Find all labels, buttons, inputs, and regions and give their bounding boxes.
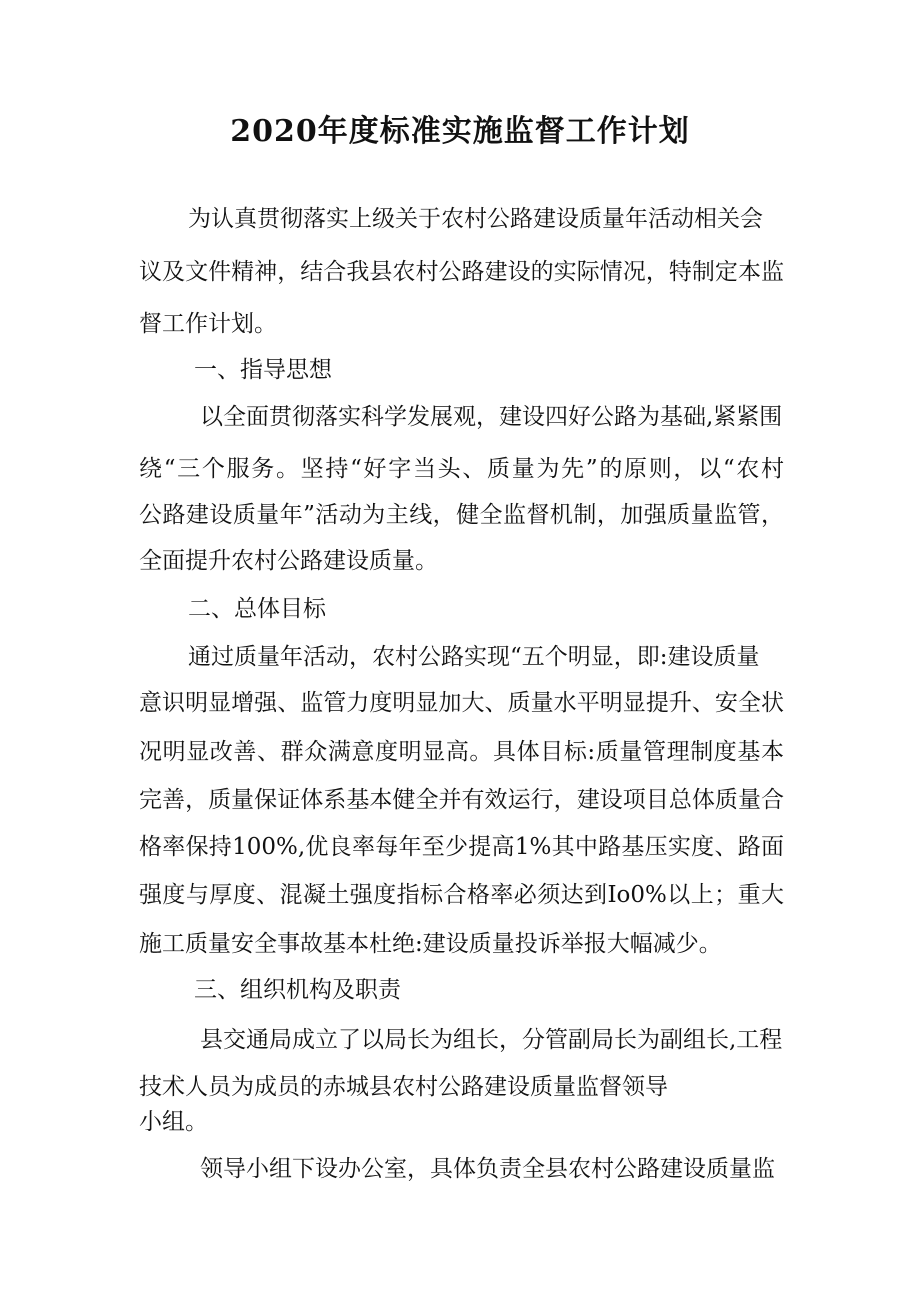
paragraph-line: 况明显改善、群众满意度明显高。具体目标:质量管理制度基本 (139, 739, 784, 765)
paragraph-line: 绕“三个服务。坚持“好字当头、质量为先”的原则，以“农村 (139, 456, 784, 482)
section-heading: 三、组织机构及职责 (194, 977, 401, 1003)
paragraph-line: 完善，质量保证体系基本健全并有效运行，建设项目总体质量合 (139, 787, 784, 813)
paragraph-line: 意识明显增强、监管力度明显加大、质量水平明显提升、安全状 (139, 690, 784, 716)
paragraph-line: 格率保持100%,优良率每年至少提高1%其中路基压实度、路面 (139, 834, 784, 860)
paragraph-line: 全面提升农村公路建设质量。 (139, 548, 438, 574)
paragraph-line: 强度与厚度、混凝土强度指标合格率必须达到Io0%以上；重大 (139, 882, 784, 908)
document-title: 2020年度标准实施监督工作计划 (230, 114, 690, 149)
section-heading: 一、指导思想 (194, 357, 332, 383)
paragraph-line: 技术人员为成员的赤城县农村公路建设质量监督领导 (139, 1074, 668, 1100)
paragraph-line: 施工质量安全事故基本杜绝:建设质量投诉举报大幅减少。 (139, 931, 722, 957)
paragraph-line: 领导小组下设办公室，具体负责全县农村公路建设质量监 (200, 1156, 775, 1182)
paragraph-line: 通过质量年活动，农村公路实现“五个明显，即:建设质量 (188, 644, 760, 670)
paragraph-line: 县交通局成立了以局长为组长，分管副局长为副组长,工程 (200, 1027, 783, 1053)
paragraph-line: 公路建设质量年”活动为主线，健全监督机制，加强质量监管， (139, 502, 784, 528)
paragraph-line: 以全面贯彻落实科学发展观，建设四好公路为基础,紧紧围 (200, 404, 783, 430)
paragraph-line: 为认真贯彻落实上级关于农村公路建设质量年活动相关会 (188, 206, 763, 232)
section-heading: 二、总体目标 (188, 596, 326, 622)
paragraph-line: 议及文件精神，结合我县农村公路建设的实际情况，特制定本监 (139, 259, 784, 285)
paragraph-line: 小组。 (139, 1109, 208, 1135)
paragraph-line: 督工作计划。 (139, 311, 277, 337)
